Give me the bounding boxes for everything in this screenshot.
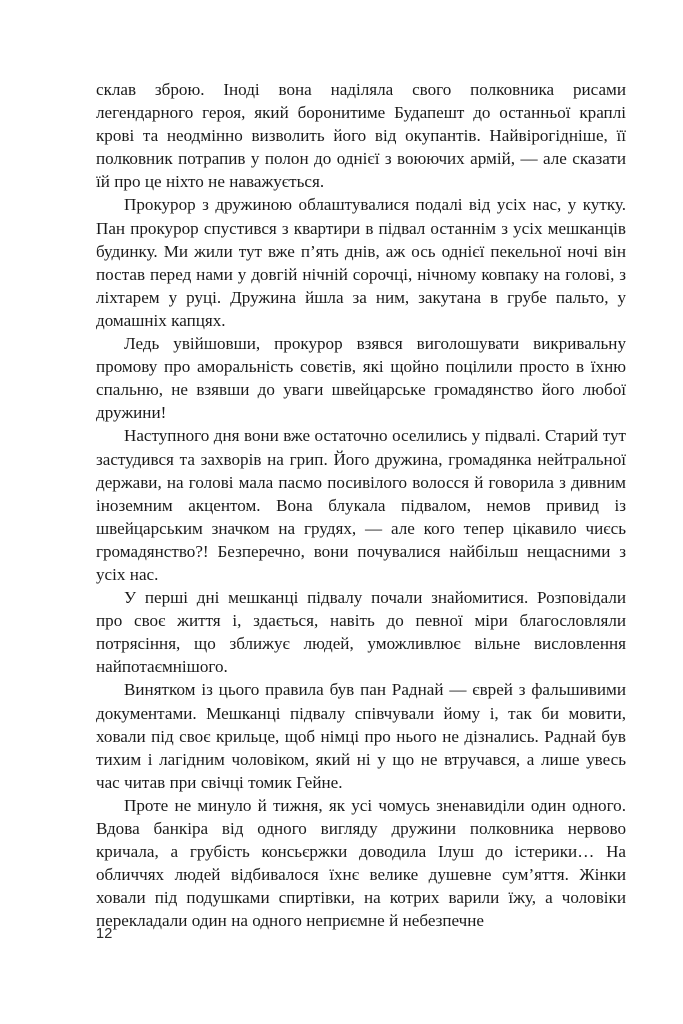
body-text-column — [96, 78, 626, 932]
paragraph: У перші дні мешканці підвалу почали знайомитися. Розповідали про своє життя і, здається, навіть до певної міри благословляли потрясіння, що зближує людей, уможливлює вільне висловлення найпотаємнішого. — [96, 588, 626, 677]
paragraph: Винятком із цього правила був пан Раднай — єврей з фальшивими документами. Мешканці підвалу співчували йому і, так би мовити, ховали під своє крильце, щоб німці про нього не дізнались. Раднай був тихим і лагідним чоловіком, який ні у що не втручався, а лише увесь час читав при свічці томик Гейне. — [96, 680, 626, 792]
page-number: 12 — [96, 926, 113, 942]
paragraph: Наступного дня вони вже остаточно оселились у підвалі. Старий тут застудився та захворів на грип. Його дружина, громадянка нейтральної держави, на голові мала пасмо посивілого волосся й говорила з дивним іноземним акцентом. Вона блукала підвалом, немов привид із швейцарським значком на грудях, — але кого тепер цікавило чиєсь громадянство?! Безперечно, вони почувалися найбільш нещасними з усіх нас. — [96, 426, 626, 584]
paragraph: Проте не минуло й тижня, як усі чомусь зненавиділи один одного. Вдова банкіра від одного вигляду дружини полковника нервово кричала, а грубість консьєржки доводила Ілуш до істерики… На обличчях людей відбивалося їхнє велике душевне сум’яття. Жінки ховали під подушками спиртівки, на котрих варили їжу, а чоловіки перекладали один на одного неприємне й небезпечне — [96, 795, 626, 931]
paragraph: Ледь увійшовши, прокурор взявся виголошувати викривальну промову про аморальність совєтів, які щойно поцілили просто в їхню спальню, не взявши до уваги швейцарське громадянство його любої дружини! — [96, 334, 626, 423]
paragraph: Прокурор з дружиною облаштувалися подалі від усіх нас, у кутку. Пан прокурор спустився з квартири в підвал останнім з усіх мешканців будинку. Ми жили тут вже п’ять днів, аж ось однієї пекельної ночі він постав перед нами у довгій нічній сорочці, нічному ковпаку на голові, з ліхтарем у руці. Дружина йшла за ним, закутана в грубе пальто, у домашніх капцях. — [96, 195, 626, 330]
paragraph-continued: склав зброю. Іноді вона наділяла свого полковника рисами легендарного героя, який боронитиме Будапешт до останньої краплі крові та неодмінно визволить його від окупантів. Найвірогідніше, її полковник потрапив у полон до однієї з воюючих армій, — але сказати їй про це ніхто не наважується. — [96, 80, 626, 192]
